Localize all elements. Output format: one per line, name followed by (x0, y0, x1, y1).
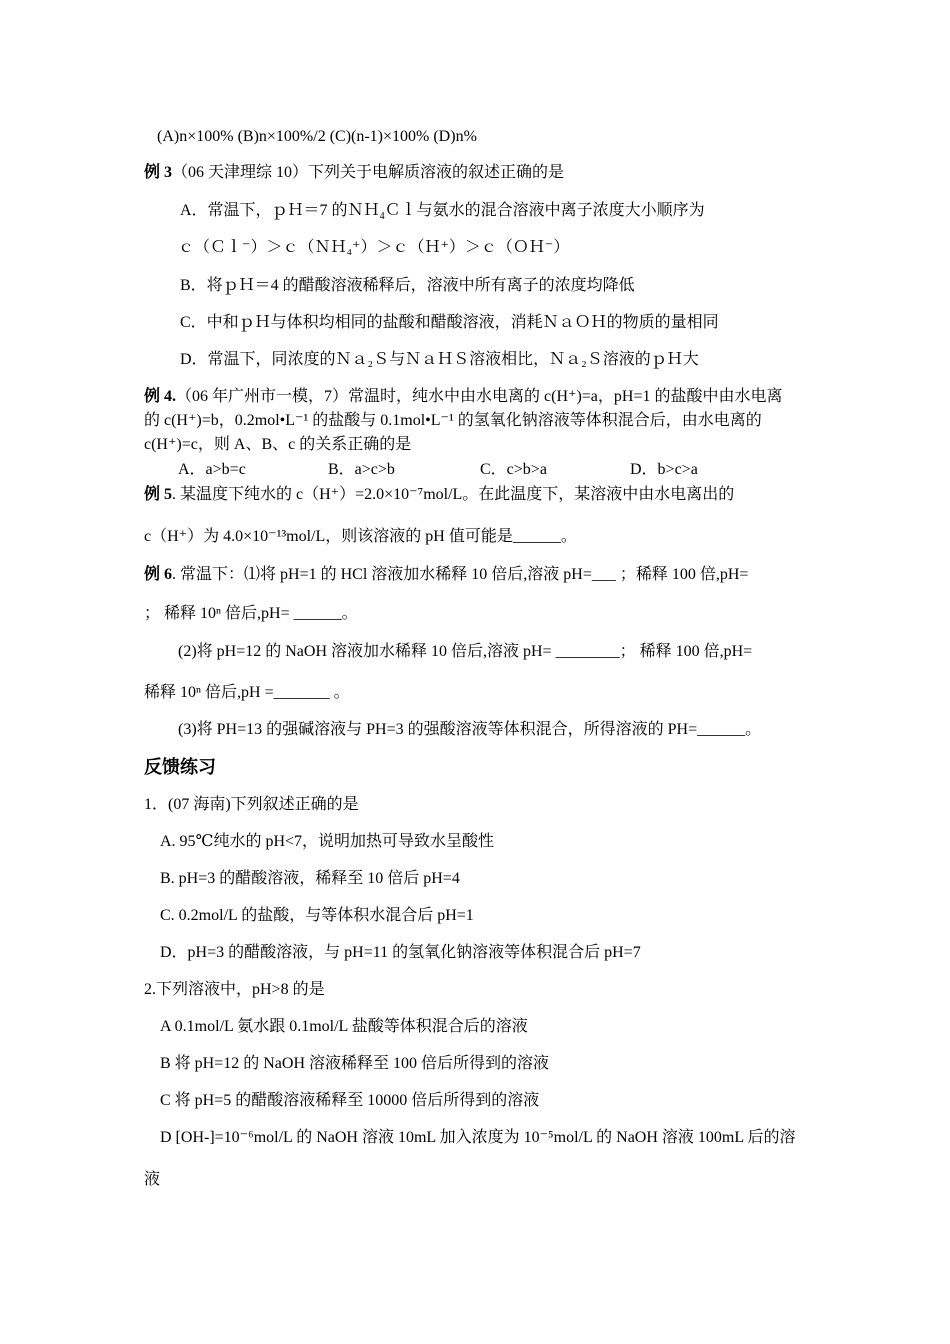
feedback-q1: 1．(07 海南)下列叙述正确的是 (144, 796, 359, 813)
example-4-text: （06 年广州市一模，7）常温时，纯水中由水电离的 c(H⁺)=a，pH=1 的盐酸中由水电离 (176, 388, 783, 405)
example-3-option-c: C．中和ｐＨ与体积均相同的盐酸和醋酸溶液，消耗ＮａＯＨ的物质的量相同 (180, 314, 719, 331)
feedback-q1-option-d: D．pH=3 的醋酸溶液，与 pH=11 的氢氧化钠溶液等体积混合后 pH=7 (160, 944, 641, 961)
feedback-q1-option-a: A. 95℃纯水的 pH<7，说明加热可导致水呈酸性 (160, 833, 495, 850)
top-options: (A)n×100% (B)n×100%/2 (C)(n-1)×100% (D)n% (157, 128, 477, 145)
example-4-label: 例 4. (144, 388, 177, 405)
feedback-q2-option-b: B 将 pH=12 的 NaOH 溶液稀释至 100 倍后所得到的溶液 (160, 1055, 550, 1072)
example-3-option-b: B．将ｐＨ＝4 的醋酸溶液稀释后，溶液中所有离子的浓度均降低 (180, 277, 635, 294)
feedback-q1-option-b: B. pH=3 的醋酸溶液，稀释至 10 倍后 pH=4 (160, 870, 460, 887)
example-3-option-a-line1 (180, 201, 705, 227)
example-4-line2: 的 c(H⁺)=b，0.2mol•L⁻¹ 的盐酸与 0.1mol•L⁻¹ 的氢氧化钠溶液等体积混合后，由水电离的 (144, 412, 762, 429)
example-3-option-a-line2: ｃ（Ｃｌ⁻）＞ｃ（ＮＨ₄⁺）＞ｃ（Ｈ⁺）＞ｃ（ＯＨ⁻） (178, 239, 570, 256)
feedback-q2-option-a: A 0.1mol/L 氨水跟 0.1mol/L 盐酸等体积混合后的溶液 (160, 1018, 528, 1035)
option-a-text: A．常温下，ｐＨ＝7 的ＮＨ (180, 202, 380, 219)
example-4-line3: c(H⁺)=c，则 A、B、c 的关系正确的是 (144, 436, 412, 453)
example-6-label: 例 6 (144, 566, 173, 583)
example-3-heading (144, 163, 564, 183)
example-4-option-a: A．a>b=c (178, 461, 246, 478)
example-6-line3: (2)将 pH=12 的 NaOH 溶液加水稀释 10 倍后,溶液 pH= ________； 稀释 100 倍,pH= (178, 643, 753, 660)
example-6-line1 (144, 565, 748, 585)
example-5-line2: c（H⁺）为 4.0×10⁻¹³mol/L，则该溶液的 pH 值可能是______。 (144, 528, 577, 545)
example-6-line2: ； 稀释 10ⁿ 倍后,pH= ______。 (144, 605, 358, 622)
example-4-option-b: B．a>c>b (328, 461, 395, 478)
feedback-q2-option-c: C 将 pH=5 的醋酸溶液稀释至 10000 倍后所得到的溶液 (160, 1092, 540, 1109)
example-6-line4: 稀释 10ⁿ 倍后,pH =_______ 。 (144, 684, 350, 701)
example-5-line1 (144, 485, 734, 505)
example-5-label: 例 5 (144, 486, 173, 503)
feedback-q2: 2.下列溶液中，pH>8 的是 (144, 981, 325, 998)
feedback-title: 反馈练习 (144, 757, 216, 778)
example-3-text: （06 天津理综 10）下列关于电解质溶液的叙述正确的是 (172, 164, 565, 181)
example-6-text: . 常温下：⑴将 pH=1 的 HCl 溶液加水稀释 10 倍后,溶液 pH=___ ；稀释 100 倍,pH= (172, 566, 749, 583)
example-3-label: 例 3 (144, 164, 173, 181)
feedback-q2-option-d-line2: 液 (144, 1171, 161, 1188)
example-3-option-d: D．常温下，同浓度的Ｎａ₂Ｓ与ＮａＨＳ溶液相比，Ｎａ₂Ｓ溶液的ｐＨ大 (180, 351, 699, 368)
subscript: 4 (379, 211, 385, 223)
example-4-option-c: C．c>b>a (480, 461, 547, 478)
feedback-q2-option-d-line1: D [OH-]=10⁻⁶mol/L 的 NaOH 溶液 10mL 加入浓度为 10⁻⁵mol/L 的 NaOH 溶液 100mL 后的溶 (160, 1129, 796, 1146)
feedback-q1-option-c: C. 0.2mol/L 的盐酸，与等体积水混合后 pH=1 (160, 907, 474, 924)
example-4-option-d: D．b>c>a (630, 461, 698, 478)
example-5-text: . 某温度下纯水的 c（H⁺）=2.0×10⁻⁷mol/L。在此温度下，某溶液中由水电离出的 (172, 486, 735, 503)
option-a-rest: Ｃｌ与氨水的混合溶液中离子浓度大小顺序为 (384, 202, 705, 219)
example-4-line1 (144, 387, 782, 407)
example-6-line5: (3)将 PH=13 的强碱溶液与 PH=3 的强酸溶液等体积混合，所得溶液的 PH=______。 (178, 721, 762, 738)
